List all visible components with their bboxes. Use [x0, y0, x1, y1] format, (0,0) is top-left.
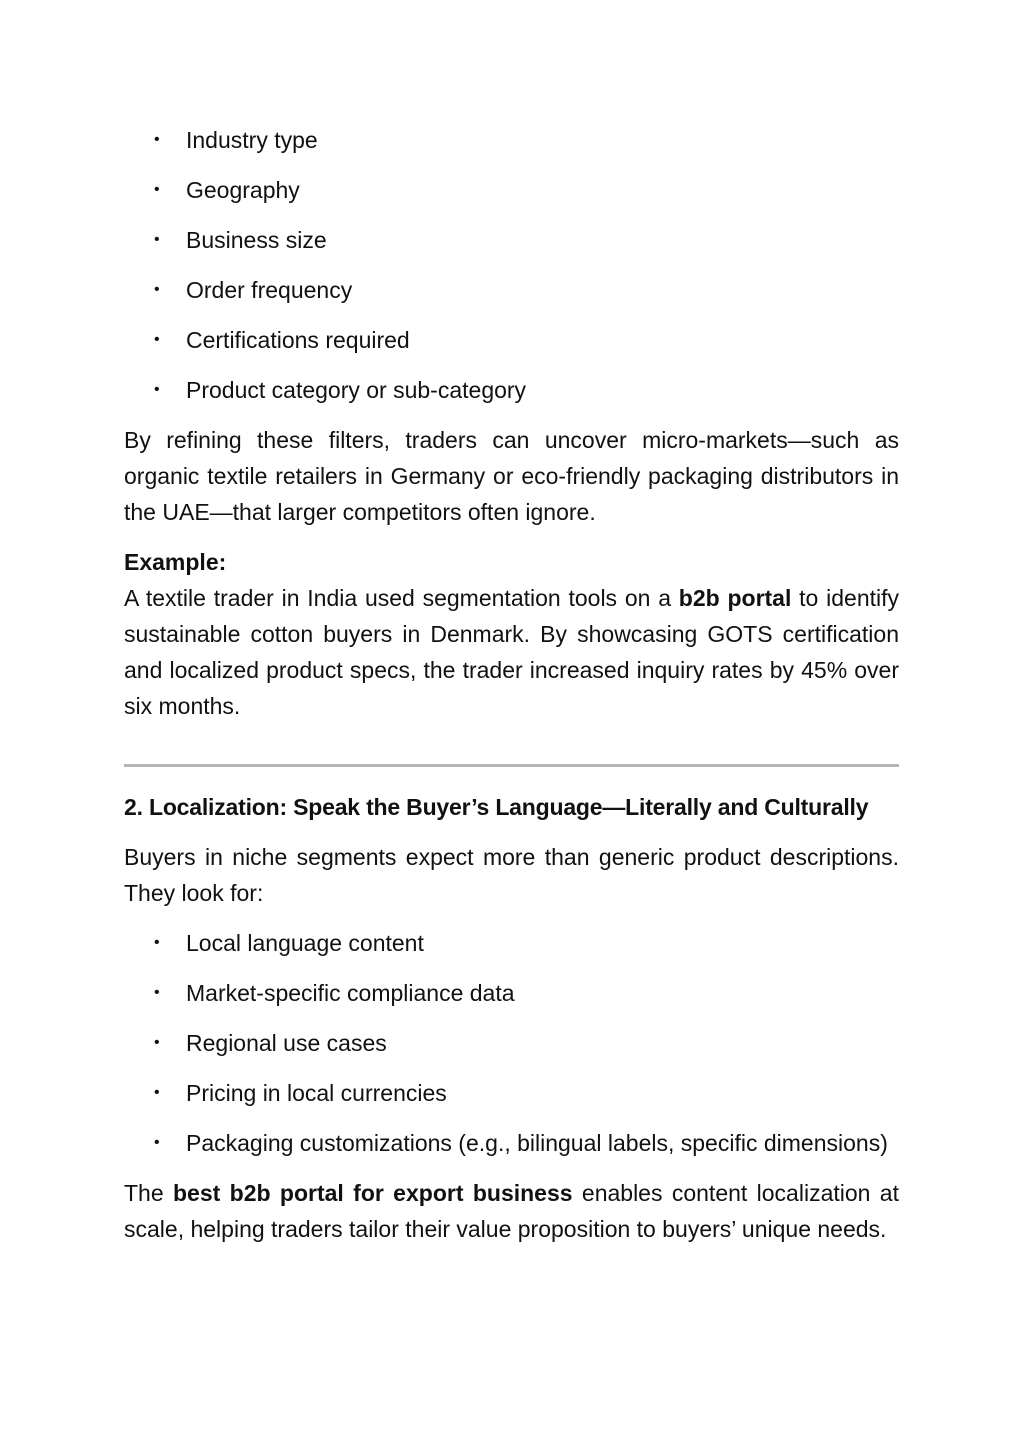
- document-page: [124, 122, 899, 1247]
- list-item: • Packaging customizations (e.g., bilingual labels, specific dimensions): [124, 1125, 899, 1161]
- filters-paragraph: By refining these filters, traders can uncover micro-markets—such as organic textile retailers in Germany or eco-friendly packaging distributors in the UAE—that larger competitors often ignore.: [124, 427, 899, 525]
- bullet: •: [154, 381, 160, 398]
- list-item: • Order frequency: [124, 272, 899, 308]
- bullet: •: [154, 1084, 160, 1101]
- section-divider: [124, 764, 899, 767]
- best-b2b-portal-term: best b2b portal for export business: [173, 1180, 573, 1206]
- example-label: Example:: [124, 549, 227, 575]
- list-item: • Industry type: [124, 122, 899, 158]
- filter-list: [124, 122, 899, 408]
- bullet: •: [154, 281, 160, 298]
- bullet: •: [154, 131, 160, 148]
- bullet: •: [154, 231, 160, 248]
- list-item: • Product category or sub-category: [124, 372, 899, 408]
- example-paragraph: A textile trader in India used segmentation tools on a b2b portal to identify sustainable cotton buyers in Denmark. By showcasing GOTS certification and localized product specs, the trader increased inquiry rates by 45% over six months.: [124, 585, 900, 719]
- bullet: •: [154, 1134, 160, 1151]
- bullet: •: [154, 181, 160, 198]
- bullet: •: [154, 984, 160, 1001]
- list-item: • Pricing in local currencies: [124, 1075, 899, 1111]
- list-item: • Local language content: [124, 925, 899, 961]
- closing-paragraph: The best b2b portal for export business enables content localization at scale, helping traders tailor their value proposition to buyers’ unique needs.: [124, 1180, 899, 1242]
- bullet: •: [154, 934, 160, 951]
- list-item: • Business size: [124, 222, 899, 258]
- list-item: • Market-specific compliance data: [124, 975, 899, 1011]
- buyer-needs-list: [124, 925, 899, 1161]
- list-item: • Certifications required: [124, 322, 899, 358]
- list-item: • Geography: [124, 172, 899, 208]
- section-heading: 2. Localization: Speak the Buyer’s Language—Literally and Culturally: [124, 794, 869, 820]
- b2b-portal-term: b2b portal: [678, 585, 792, 611]
- bullet: •: [154, 1034, 160, 1051]
- list-item: • Regional use cases: [124, 1025, 899, 1061]
- section-intro: Buyers in niche segments expect more than generic product descriptions. They look for:: [124, 844, 899, 906]
- bullet: •: [154, 331, 160, 348]
